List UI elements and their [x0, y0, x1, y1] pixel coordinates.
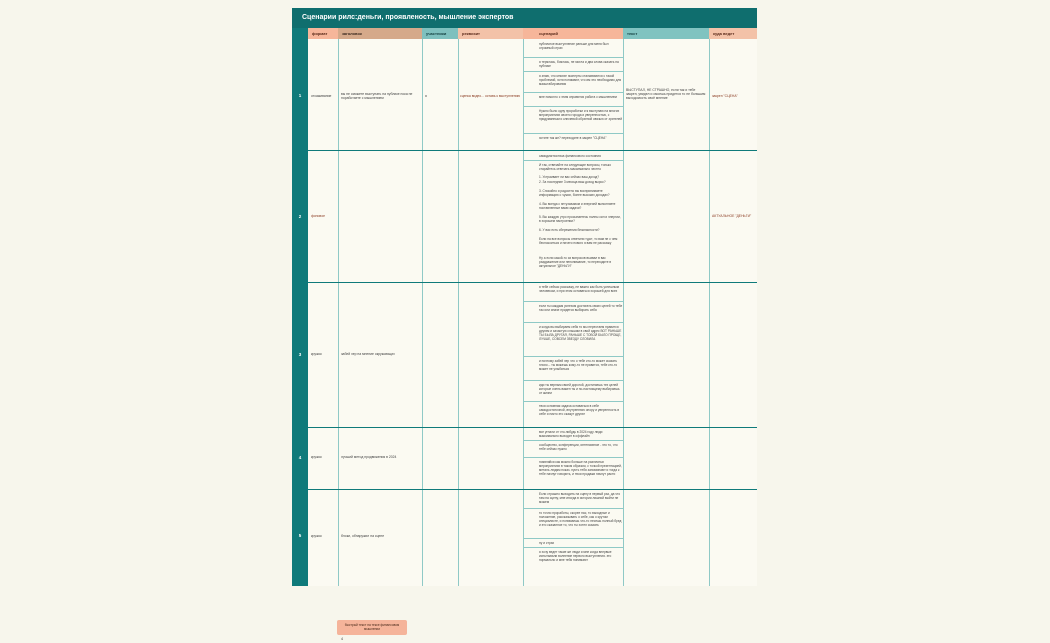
scenario-divider — [523, 160, 623, 161]
cell-heading[interactable]: вы не сможете выступать на публике пока не поработаете с мышлением — [341, 92, 413, 101]
scenario-board — [292, 8, 757, 586]
scenario-step[interactable]: мне помогло с этим справится работа с мышлением — [539, 95, 617, 99]
scenario-step[interactable]: Если страшно выходить на сцену в первый раз, да что там на сцену, мне иногда в истории лишний выйти не можем — [539, 492, 621, 504]
col-header-format[interactable]: формат — [308, 28, 338, 39]
cell-where[interactable]: закреп "СЦЕНА" — [712, 94, 738, 98]
col-header-participants[interactable]: участники — [422, 28, 458, 39]
cell-format[interactable]: кружок — [311, 352, 322, 356]
col-header-scenario[interactable]: сценарий — [523, 28, 623, 39]
scenario-divider — [523, 71, 623, 72]
scenario-divider — [523, 457, 623, 458]
scenario-step[interactable]: 4. Вы всегда с энтузиазмом и энергией выполняете поставленные вами задачи? — [539, 202, 616, 210]
scenario-step[interactable]: я тебе сейчас расскажу, не важно как быть успешным человеком, и при этом оставаться хорошей для всех — [539, 285, 619, 293]
scenario-divider — [523, 356, 623, 357]
cell-heading[interactable]: лучший метод продвижения в 2024 — [341, 455, 397, 459]
scenario-step[interactable]: самодиагностика финансового состояния — [539, 154, 601, 158]
row-divider — [308, 150, 757, 151]
row-number: 2 — [298, 214, 302, 219]
scenario-divider — [523, 440, 623, 441]
scenario-divider — [523, 508, 623, 509]
scenario-step[interactable]: я терялась, боялась, не могла и два слова сказать на публике — [539, 60, 619, 68]
scenario-step[interactable]: я знаю, что многие эксперты сталкиваются с такой проблемой, хотя понимают, что им это необходимо для масштабирования — [539, 74, 622, 86]
cell-where[interactable]: АКТУАЛЬНОЕ "ДЕНЬГИ" — [712, 214, 752, 218]
scenario-divider — [523, 301, 623, 302]
scenario-step[interactable]: и когда вы выбираем себя то мы перестаем нравится другим и зачастую слышим в свой адрес ВОТ РАНЬШЕ ТЫ БЫЛА ДРУГАЯ, РАНЬШЕ С ТОБОЙ БЫЛО ПРОЩЕ, ЛУЧШЕ, СОВСЕМ ЗВЕЗДУ СЛОВИЛА — [539, 325, 622, 341]
cell-heading[interactable]: блоки, обнаружил на сцене — [341, 534, 385, 538]
row-divider — [308, 427, 757, 428]
row-number: 3 — [298, 352, 302, 357]
row-number-column — [292, 28, 308, 586]
column-divider — [422, 39, 423, 586]
row-number: 1 — [298, 93, 302, 98]
scenario-step[interactable]: Нужно было одну проработки и я выступаю на многих мероприятиях своего города и уверенностью, с придуманным и ключевой обратной связью от зрителей — [539, 109, 623, 121]
cell-format[interactable]: фоновое — [311, 214, 325, 218]
col-header-where[interactable]: куда ведет — [709, 28, 757, 39]
scenario-step[interactable]: 5. Вы каждую утро просыпаетесь полны сил и энергии, в хорошем настроении? — [539, 215, 621, 223]
scenario-step[interactable]: ну и страх — [539, 541, 555, 545]
col-header-heading[interactable]: заголовок — [338, 28, 422, 39]
col-header-text[interactable]: текст — [623, 28, 709, 39]
scenario-step[interactable]: сообщество, конференции, интенсивное - это то, что тебе сейчас нужно — [539, 443, 618, 451]
row-divider — [308, 489, 757, 490]
scenario-divider — [523, 538, 623, 539]
column-divider — [338, 39, 339, 586]
scenario-step[interactable]: если ты каждым успехом достигать своих целей то тебе так или иначе придется выбирать себя — [539, 304, 623, 312]
board-title-bar — [292, 8, 757, 28]
cell-text[interactable]: ВЫСТУПАЛ, НЕ СТРАШНО, если так и тебе закреп, увидел и смоешь придется то не большим выходомость своё мнение — [626, 88, 706, 101]
scenario-divider — [523, 401, 623, 402]
scenario-divider — [523, 547, 623, 548]
row-number: 5 — [298, 533, 302, 538]
scenario-step[interactable]: твоя основная задача оставаться в себе самодостаточной, внутреннюю опору и уверенность в себе и никто это скажут другие — [539, 404, 620, 416]
row-divider — [308, 282, 757, 283]
column-divider — [709, 39, 710, 586]
scenario-step[interactable]: иди ты верным своей дорогой, достигаешь тех целей которые очень важен ты и по-настоящему выбираешь от жизни — [539, 383, 620, 395]
scenario-step[interactable]: то точно проработы, скорее нас, то выходные и положение, рассказывать о себе, как о крутом специалисте, и понимаешь что-то несешь полный бред и это сказанное то, что ты хотел сказать — [539, 511, 622, 527]
scenario-step[interactable]: хотите так же? переходите в закреп "СЦЕНА" — [539, 136, 607, 140]
page-title: Сценарии рилс:деньги, проявленость, мышление экспертов — [302, 14, 514, 21]
scenario-step[interactable]: И так, отвечайте на следующие вопросы, только старайтесь отвечать максимально честно — [539, 163, 612, 171]
scenario-step[interactable]: я хочу ведет такие же люди и мне когда впервые испытывали волнение первого выступления. это нормально и мне тебя понимают — [539, 550, 612, 562]
column-divider — [623, 39, 624, 586]
col-header-props[interactable]: реквизит — [458, 28, 523, 39]
column-divider — [523, 39, 524, 586]
scenario-step[interactable]: публичное выступление раньше для меня был огромный страх — [539, 42, 609, 50]
scenario-divider — [523, 92, 623, 93]
scenario-divider — [523, 106, 623, 107]
cell-format[interactable]: отсаживание — [311, 94, 332, 98]
column-divider — [458, 39, 459, 586]
scenario-divider — [523, 133, 623, 134]
scenario-divider — [523, 57, 623, 58]
cell-format[interactable]: кружок — [311, 534, 322, 538]
scenario-step[interactable]: 3. Спокойно и радостно вы воспринимаете информацию о чужих, более высоких доходах? — [539, 189, 610, 197]
scenario-divider — [523, 322, 623, 323]
cell-participants[interactable]: я — [425, 94, 427, 98]
cell-heading[interactable]: забей хер на мнение окружающих — [341, 352, 395, 356]
scenario-step[interactable]: Если на все вопросы ответили «да», то вам не с чем беспокоиться и ничего нового я вам не расскажу — [539, 237, 618, 245]
scenario-step[interactable]: 1. Устраивает ли вас сейчас ваш доход? — [539, 175, 600, 179]
sticky-note[interactable]: быстрый текст на тексе финансовом мышлении — [337, 620, 407, 635]
scenario-step[interactable]: 2. За последние 3 месяца ваш доход вырос? — [539, 180, 606, 184]
scenario-step[interactable]: все угнали от что-нибудь в 2024 году люди максимально выходят в оффлайн — [539, 430, 603, 438]
cell-props[interactable]: сценка видео... оставь к выступлению — [460, 94, 521, 98]
scenario-step[interactable]: 6. У вас есть сбережения безопасности? — [539, 228, 600, 232]
scenario-step[interactable]: появляйся как можно больше на различных мероприятиях в таком образом, с точкой презентацией, металь людям показ. пусть тебя запоминают и тогда к тебе начнут говорить, и твои продажи начнут расти — [539, 460, 622, 476]
scenario-divider — [523, 380, 623, 381]
scenario-step[interactable]: Ну а если какой-то из вопросов вызвал в вас раздражение или непонимание, то переходите в актуальное "ДЕНЬГИ" — [539, 256, 612, 268]
page-marker: 4 — [341, 637, 343, 641]
scenario-step[interactable]: и поэтому забей хер что о тебе кто-то может сказать плохо... ты можешь кому-то не нравится, тебе кто-то может не улыбаться — [539, 359, 618, 371]
row-number: 4 — [298, 455, 302, 460]
cell-format[interactable]: кружок — [311, 455, 322, 459]
